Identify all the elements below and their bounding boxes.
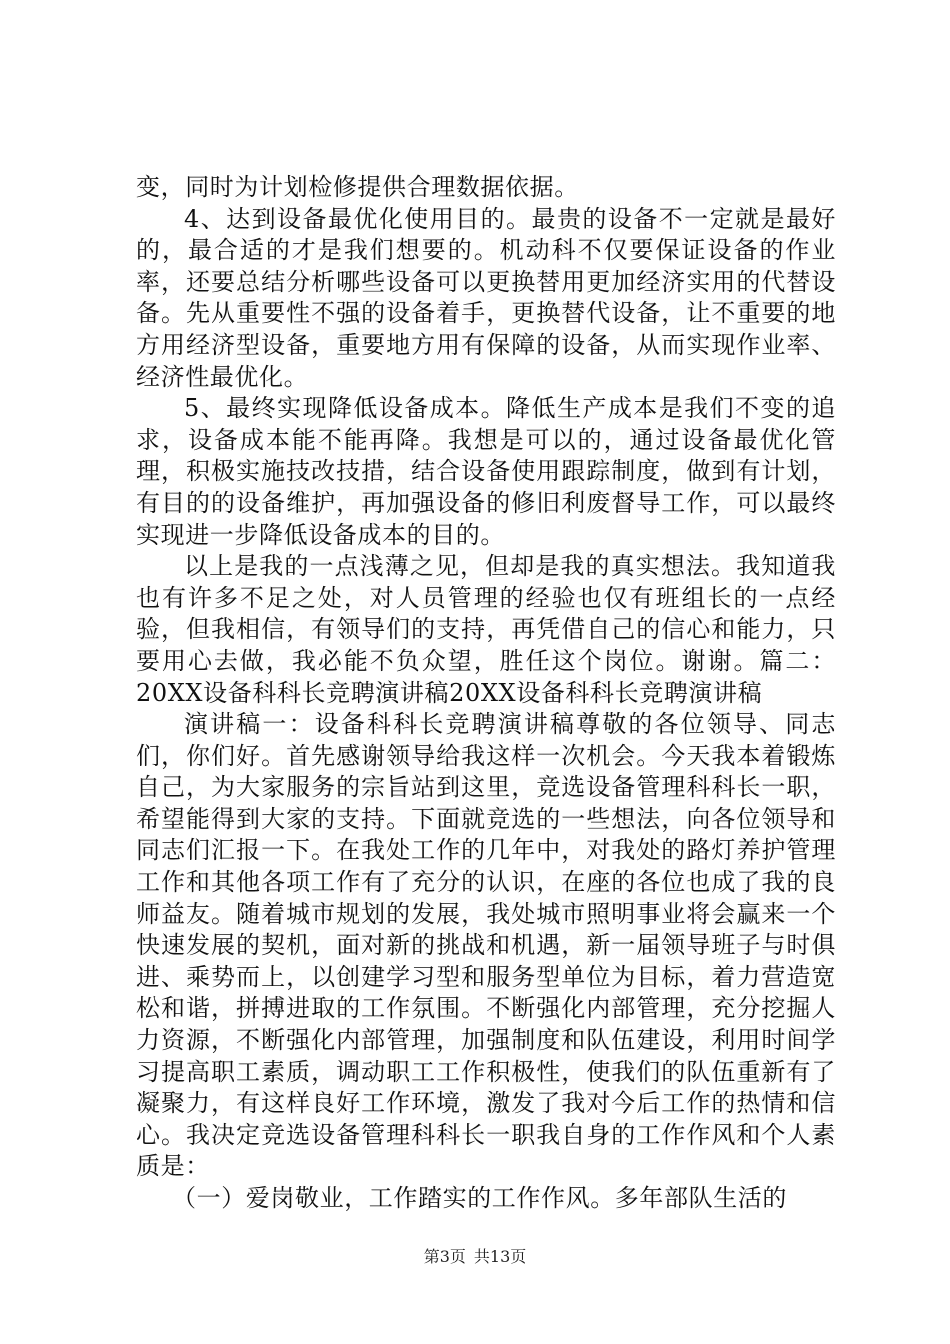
paragraph-item-4: 4、达到设备最优化使用目的。最贵的设备不一定就是最好的，最合适的才是我们想要的。机动科不仅要保证设备的作业率，还要总结分析哪些设备可以更换替用更加经济实用的代替设备。先从重要性不强的设备着手，更换替代设备，让不重要的地方用经济型设备，重要地方用有保障的设备，从而实现作业率、经济性最优化。 <box>136 204 836 391</box>
page-total: 共13页 <box>473 1247 527 1266</box>
paragraph-conclusion: 以上是我的一点浅薄之见，但却是我的真实想法。我知道我也有许多不足之处，对人员管理的经验也仅有班组长的一点经验，但我相信，有领导们的支持，再凭借自己的信心和能力，只要用心去做，我必能不负众望，胜任这个岗位。谢谢。篇二：20XX设备科科长竞聘演讲稿20XX设备科科长竞聘演讲稿 <box>136 552 836 707</box>
paragraph-section-one: （一）爱岗敬业，工作踏实的工作作风。多年部队生活的 <box>172 1184 787 1212</box>
paragraph-continuation: 变，同时为计划检修提供合理数据依据。 <box>136 173 579 201</box>
paragraph-speech-one: 演讲稿一：设备科科长竞聘演讲稿尊敬的各位领导、同志们，你们好。首先感谢领导给我这样一次机会。今天我本着锻炼自己，为大家服务的宗旨站到这里，竞选设备管理科科长一职，希望能得到大家的支持。下面就竞选的一些想法，向各位领导和同志们汇报一下。在我处工作的几年中，对我处的路灯养护管理工作和其他各项工作有了充分的认识，在座的各位也成了我的良师益友。随着城市规划的发展，我处城市照明事业将会赢来一个快速发展的契机，面对新的挑战和机遇，新一届领导班子与时俱进、乘势而上，以创建学习型和服务型单位为目标，着力营造宽松和谐，拼搏进取的工作氛围。不断强化内部管理，充分挖掘人力资源，不断强化内部管理，加强制度和队伍建设，利用时间学习提高职工素质，调动职工工作积极性，使我们的队伍重新有了凝聚力，有这样良好工作环境，激发了我对今后工作的热情和信心。我决定竞选设备管理科科长一职我自身的工作作风和个人素质是： <box>136 710 836 1181</box>
page-number: 第3页 <box>423 1247 466 1266</box>
page-footer <box>0 1244 950 1267</box>
paragraph-item-5: 5、最终实现降低设备成本。降低生产成本是我们不变的追求，设备成本能不能再降。我想是可以的，通过设备最优化管理，积极实施技改技措，结合设备使用跟踪制度，做到有计划，有目的的设备维护，再加强设备的修旧利废督导工作，可以最终实现进一步降低设备成本的目的。 <box>136 394 836 549</box>
document-body <box>136 172 836 1215</box>
